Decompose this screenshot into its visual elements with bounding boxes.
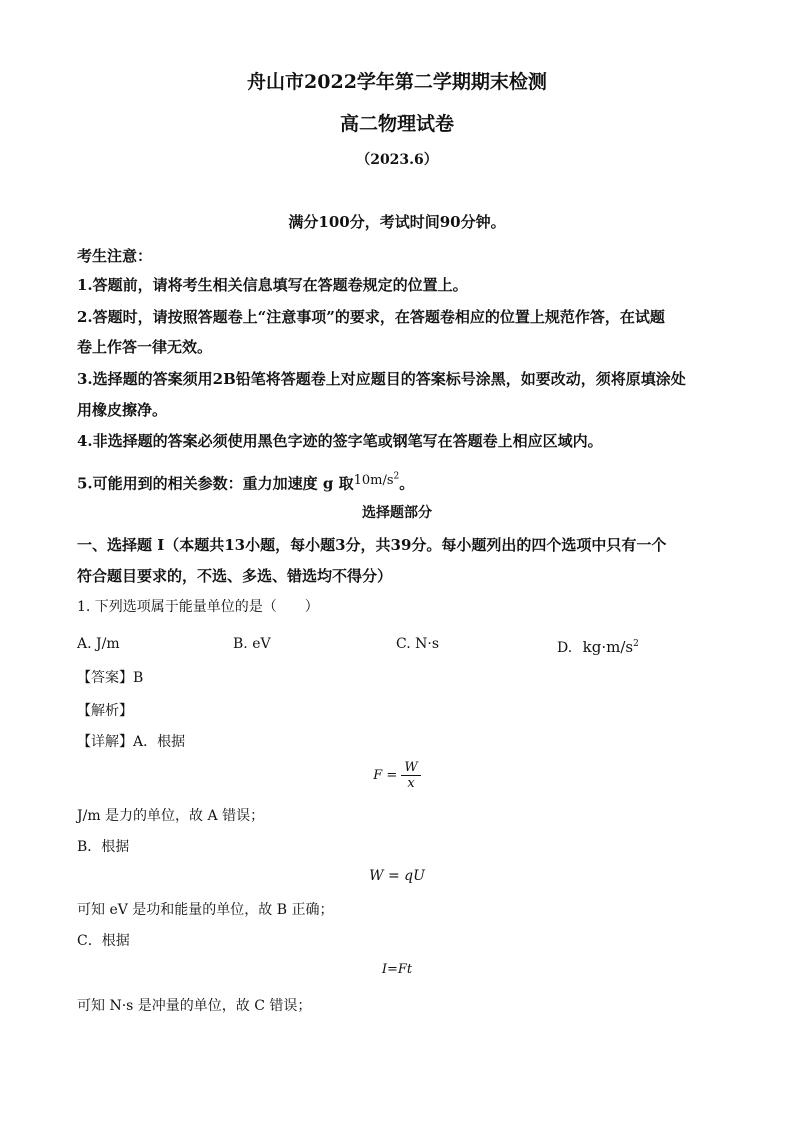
text-b: 可知 eV 是功和能量的单位，故 B 正确； [77,902,334,918]
section-heading-cont: 符合题目要求的，不选、多选、错选均不得分） [77,567,393,585]
notice-item: 2.答题时，请按照答题卷上“注意事项”的要求，在答题卷相应的位置上规范作答，在试题 [77,308,665,326]
notice-item-5-end: 。 [399,474,415,493]
notice-item: 卷上作答一律无效。 [77,338,213,356]
option-a: A. J/m [77,636,120,652]
option-d-value: $kg\cdot m/s^2$ [582,638,639,656]
exam-date: （2023.6） [356,152,438,168]
part-title: 选择题部分 [362,505,432,521]
notice-item: 1.答题前，请将考生相关信息填写在答题卷规定的位置上。 [77,276,468,294]
option-d-label: D. [557,640,573,656]
score-line: 满分100分，考试时间90分钟。 [288,213,506,231]
detail-a: 【详解】A．根据 [77,734,186,750]
notice-item: 3.选择题的答案须用2B铅笔将答题卷上对应题目的答案标号涂黑，如要改动，须将原填涂处 [77,370,686,388]
answer-label: 【答案】B [77,670,144,686]
formula-i: I=Ft [381,962,413,977]
text-c: 可知 N·s 是冲量的单位，故 C 错误； [77,998,312,1014]
option-b: B. eV [233,636,271,652]
notice-item: 4.非选择题的答案必须使用黑色字迹的签字笔或钢笔写在答题卷上相应区域内。 [77,432,603,450]
option-d [557,634,639,658]
notice-item-5 [77,467,734,493]
notice-item: 用橡皮擦净。 [77,401,168,419]
detail-c: C．根据 [77,933,130,949]
section-heading: 一、选择题 I（本题共13小题，每小题3分，共39分。每小题列出的四个选项中只有一个 [77,536,667,554]
detail-b: B．根据 [77,839,130,855]
formula-f: F = $\frac{W}{x}$ [0,760,794,791]
question-stem: 1. 下列选项属于能量单位的是（ ） [77,599,319,615]
notice-heading: 考生注意： [77,247,153,265]
analysis-label: 【解析】 [77,703,133,719]
option-c: C. N·s [396,636,439,652]
exam-title: 舟山市2022学年第二学期期末检测 [247,71,547,93]
exam-subtitle: 高二物理试卷 [339,113,454,135]
text-a: J/m 是力的单位，故 A 错误； [77,808,265,824]
gravity-value: $10m/s^2$ [353,472,400,489]
notice-item-5-text: 5.可能用到的相关参数：重力加速度 g 取 [77,474,354,493]
formula-w: W = qU [369,868,425,884]
fraction: $\frac{W}{x}$ [401,760,420,791]
